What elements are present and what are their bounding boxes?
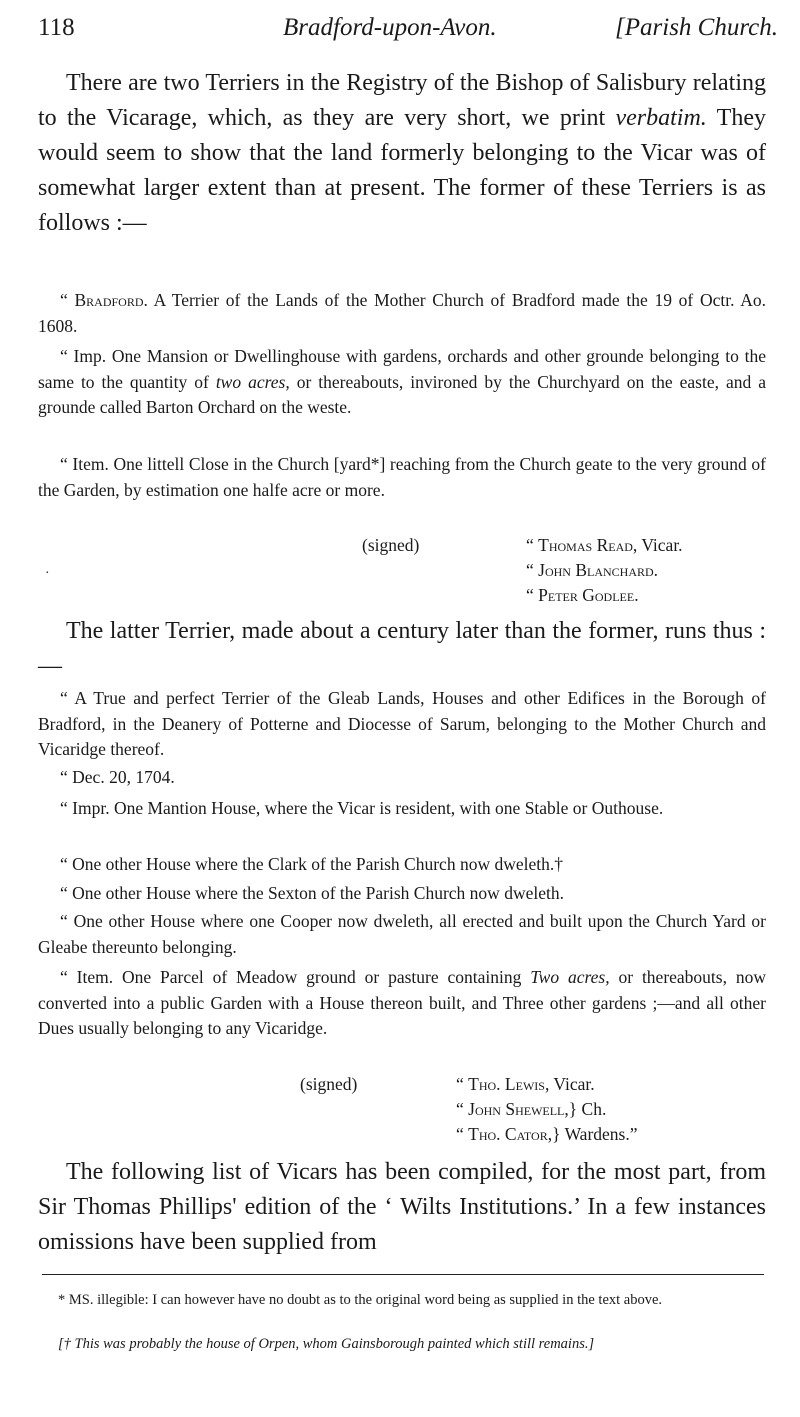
- transition-paragraph: The latter Terrier, made about a century later than the former, runs thus :—: [38, 618, 766, 679]
- terrier2-signer: “ Tho. Cator,} Wardens.”: [456, 1124, 638, 1144]
- terrier1-signer: “ Thomas Read, Vicar.: [526, 535, 683, 555]
- page-number: 118: [38, 14, 75, 41]
- footnote-orpen: [† This was probably the house of Orpen, whom Gainsborough painted which still remains.]: [58, 1336, 595, 1352]
- terrier1-signer: “ Peter Godlee.: [526, 585, 639, 605]
- terrier2-item-mantion: “ Impr. One Mantion House, where the Vicar is resident, with one Stable or Outhouse.: [60, 798, 664, 818]
- running-title: Bradford-upon-Avon.: [283, 14, 497, 41]
- terrier1-heading: “ Bradford. A Terrier of the Lands of the Mother Church of Bradford made the 19 of Octr. Ao. 1608.: [38, 290, 766, 336]
- closing-paragraph: The following list of Vicars has been compiled, for the most part, from Sir Thomas Phillips' edition of the ‘ Wilts Institutions.’ In a few instances omissions have been supplied from: [38, 1159, 766, 1255]
- stray-mark: ·: [45, 566, 50, 581]
- terrier1-item-mansion: “ Imp. One Mansion or Dwellinghouse with gardens, orchards and other grounde belonging to the same to the quantity of two acres, or thereabouts, invironed by the Churchyard on the easte, and a grounde called Barton Orchard on the weste.: [38, 346, 766, 417]
- terrier2-heading: “ A True and perfect Terrier of the Gleab Lands, Houses and other Edifices in the Borough of Bradford, in the Deanery of Potterne and Diocesse of Sarum, belonging to the Mother Church and Vicaridge thereof.: [38, 688, 766, 759]
- section-title: [Parish Church.: [615, 14, 778, 41]
- terrier2-item-sexton: “ One other House where the Sexton of the Parish Church now dweleth.: [60, 883, 564, 903]
- intro-paragraph: There are two Terriers in the Registry of the Bishop of Salisbury relating to the Vicarage, which, as they are very short, we print verbatim. They would seem to show that the land formerly belonging to the Vicar was of somewhat larger extent than at present. The former of these Terriers is as follows :—: [38, 70, 766, 236]
- terrier2-signer: “ John Shewell,} Ch.: [456, 1099, 607, 1119]
- terrier1-signed-label: (signed): [362, 535, 420, 555]
- terrier2-signer: “ Tho. Lewis, Vicar.: [456, 1074, 595, 1094]
- terrier2-date: “ Dec. 20, 1704.: [60, 767, 175, 787]
- terrier2-signed-label: (signed): [300, 1074, 358, 1094]
- terrier2-item-cooper: “ One other House where one Cooper now dweleth, all erected and built upon the Church Yard or Gleabe thereunto belonging.: [38, 911, 766, 957]
- terrier1-signer: “ John Blanchard.: [526, 560, 659, 580]
- footnote-illegible: * MS. illegible: I can however have no doubt as to the original word being as supplied in the text above.: [58, 1292, 663, 1308]
- place-name: Bradford.: [74, 290, 148, 310]
- running-header: [38, 14, 778, 48]
- footnote-divider: [42, 1274, 764, 1275]
- terrier2-item-meadow: “ Item. One Parcel of Meadow ground or pasture containing Two acres, or thereabouts, now converted into a public Garden with a House thereon built, and Three other gardens ;—and all other Dues usually belonging to any Vicaridge.: [38, 967, 766, 1038]
- terrier2-item-clark: “ One other House where the Clark of the Parish Church now dweleth.†: [60, 854, 563, 874]
- terrier1-item-close: “ Item. One littell Close in the Church [yard*] reaching from the Church geate to the very ground of the Garden, by estimation one halfe acre or more.: [38, 454, 766, 500]
